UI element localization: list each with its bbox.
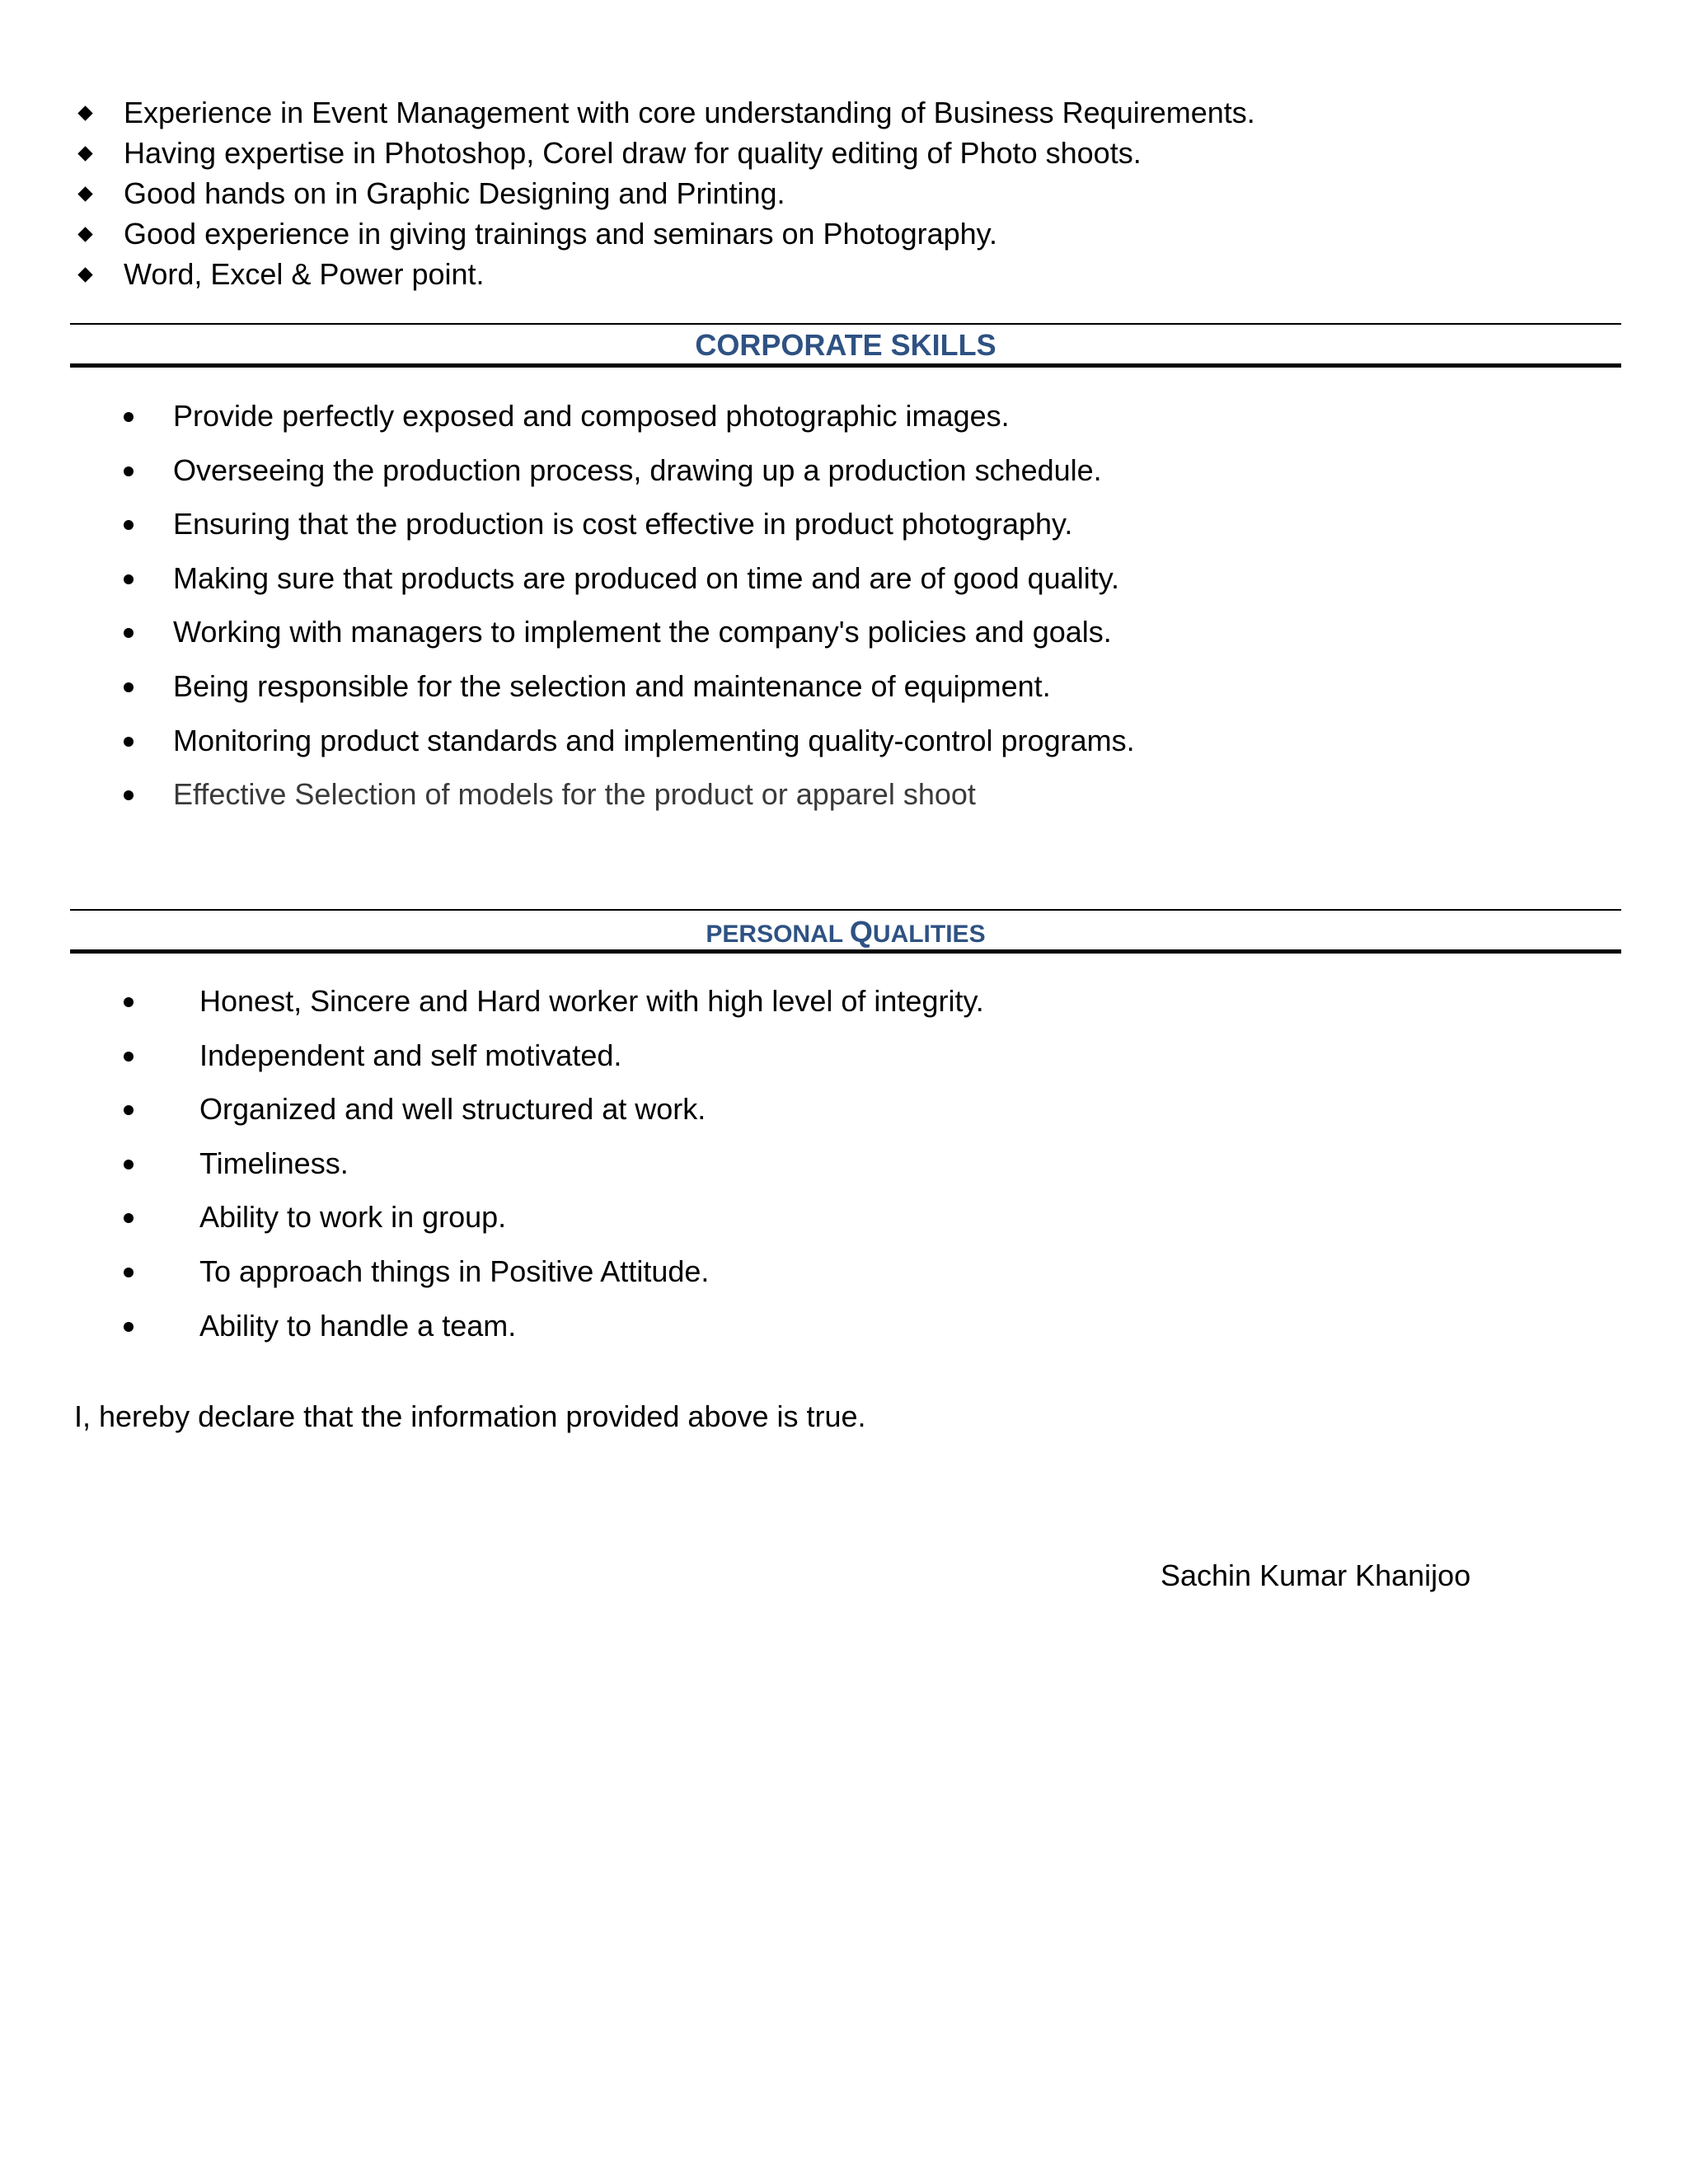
- personal-qualities-header: [70, 909, 1621, 954]
- list-item: Word, Excel & Power point.: [77, 254, 1255, 294]
- divider: [70, 323, 1621, 325]
- corporate-skills-header: [70, 323, 1621, 368]
- diamond-bullet-icon: [77, 267, 92, 282]
- list-item: Effective Selection of models for the product or apparel shoot: [124, 767, 1135, 822]
- section-title: PERSONAL QUALITIES: [706, 915, 986, 949]
- skills-summary-list: [77, 92, 1255, 294]
- diamond-bullet-icon: [77, 186, 92, 201]
- bullet-icon: [124, 997, 134, 1007]
- bullet-icon: [124, 682, 134, 692]
- corporate-skills-list: [124, 389, 1135, 822]
- list-item: Ability to work in group.: [124, 1190, 984, 1244]
- list-item: Independent and self motivated.: [124, 1029, 984, 1083]
- section-title: CORPORATE SKILLS: [695, 328, 996, 362]
- bullet-icon: [124, 1322, 134, 1332]
- list-item: To approach things in Positive Attitude.: [124, 1244, 984, 1299]
- diamond-bullet-icon: [77, 146, 92, 161]
- list-item: Timeliness.: [124, 1137, 984, 1191]
- list-item: Ability to handle a team.: [124, 1299, 984, 1353]
- list-item: Making sure that products are produced on time and are of good quality.: [124, 551, 1135, 606]
- bullet-icon: [124, 1268, 134, 1277]
- list-item: Having expertise in Photoshop, Corel draw for quality editing of Photo shoots.: [77, 133, 1255, 173]
- divider: [70, 909, 1621, 911]
- bullet-icon: [124, 1160, 134, 1169]
- list-item: Organized and well structured at work.: [124, 1082, 984, 1137]
- diamond-bullet-icon: [77, 227, 92, 241]
- list-item: Good experience in giving trainings and seminars on Photography.: [77, 213, 1255, 254]
- list-item: Honest, Sincere and Hard worker with high level of integrity.: [124, 974, 984, 1029]
- bullet-icon: [124, 790, 134, 800]
- list-item: Good hands on in Graphic Designing and Printing.: [77, 173, 1255, 213]
- list-item: Being responsible for the selection and maintenance of equipment.: [124, 659, 1135, 714]
- divider: [70, 363, 1621, 368]
- divider: [70, 949, 1621, 954]
- bullet-icon: [124, 574, 134, 584]
- bullet-icon: [124, 520, 134, 530]
- declaration-text: I, hereby declare that the information provided above is true.: [74, 1399, 866, 1433]
- list-item: Working with managers to implement the company's policies and goals.: [124, 605, 1135, 659]
- signature-name: Sachin Kumar Khanijoo: [1160, 1558, 1471, 1592]
- bullet-icon: [124, 737, 134, 747]
- diamond-bullet-icon: [77, 105, 92, 120]
- list-item: Monitoring product standards and implementing quality-control programs.: [124, 714, 1135, 768]
- bullet-icon: [124, 1105, 134, 1115]
- list-item: Experience in Event Management with core understanding of Business Requirements.: [77, 92, 1255, 133]
- personal-qualities-list: [124, 974, 984, 1352]
- list-item: Provide perfectly exposed and composed photographic images.: [124, 389, 1135, 443]
- bullet-icon: [124, 466, 134, 476]
- bullet-icon: [124, 628, 134, 638]
- bullet-icon: [124, 1052, 134, 1062]
- bullet-icon: [124, 1213, 134, 1223]
- bullet-icon: [124, 412, 134, 422]
- list-item: Ensuring that the production is cost effective in product photography.: [124, 497, 1135, 551]
- list-item: Overseeing the production process, drawing up a production schedule.: [124, 443, 1135, 498]
